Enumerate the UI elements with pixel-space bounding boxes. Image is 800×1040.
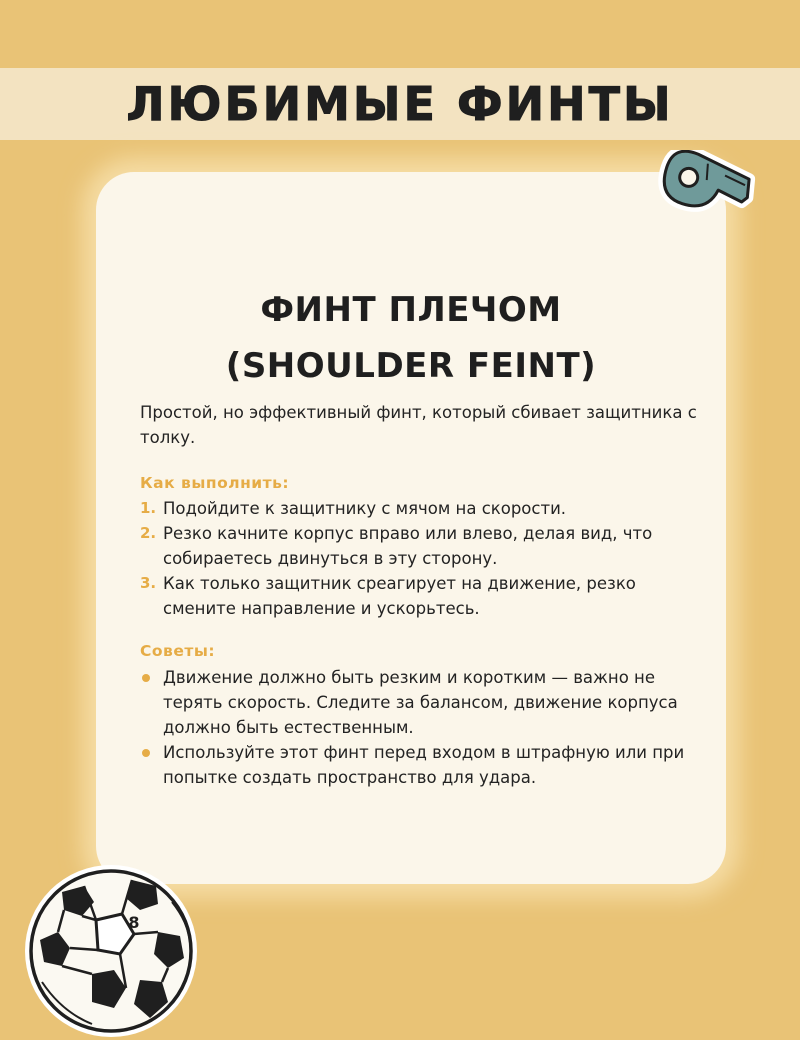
step-text: Резко качните корпус вправо или влево, делая вид, что собираетесь двинуться в эту сторону. (163, 524, 653, 568)
step-number: 3. (140, 574, 157, 592)
content-card (96, 172, 726, 884)
page-number: 8 (128, 913, 140, 932)
tip-item (140, 665, 700, 740)
page-title: ЛЮБИМЫЕ ФИНТЫ (126, 77, 674, 131)
step-item (140, 571, 700, 621)
soccer-ball-icon (22, 862, 200, 1040)
step-text: Как только защитник среагирует на движение, резко смените направление и ускорьтесь. (163, 574, 636, 618)
step-number: 2. (140, 524, 157, 542)
how-to-heading: Как выполнить: (140, 474, 290, 492)
bullet-dot (142, 674, 150, 682)
tip-text: Движение должно быть резким и коротким — важно не терять скорость. Следите за балансом, движение корпуса должно быть естественным. (163, 668, 678, 737)
feint-title (96, 282, 726, 394)
title-banner (0, 68, 800, 140)
intro-text: Простой, но эффективный финт, который сбивает защитника с толку. (140, 403, 697, 447)
feint-title-line2: (SHOULDER FEINT) (225, 346, 597, 386)
step-number: 1. (140, 499, 157, 517)
feint-title-line1: ФИНТ ПЛЕЧОМ (260, 290, 562, 330)
tip-item (140, 740, 700, 790)
whistle-icon (646, 150, 762, 240)
tip-text: Используйте этот финт перед входом в штрафную или при попытке создать пространство для удара. (163, 743, 685, 787)
tips-list (140, 665, 700, 790)
step-item (140, 496, 700, 521)
tips-heading: Советы: (140, 642, 216, 660)
bullet-dot (142, 749, 150, 757)
steps-list (140, 496, 700, 621)
step-item (140, 521, 700, 571)
step-text: Подойдите к защитнику с мячом на скорости. (163, 499, 567, 518)
